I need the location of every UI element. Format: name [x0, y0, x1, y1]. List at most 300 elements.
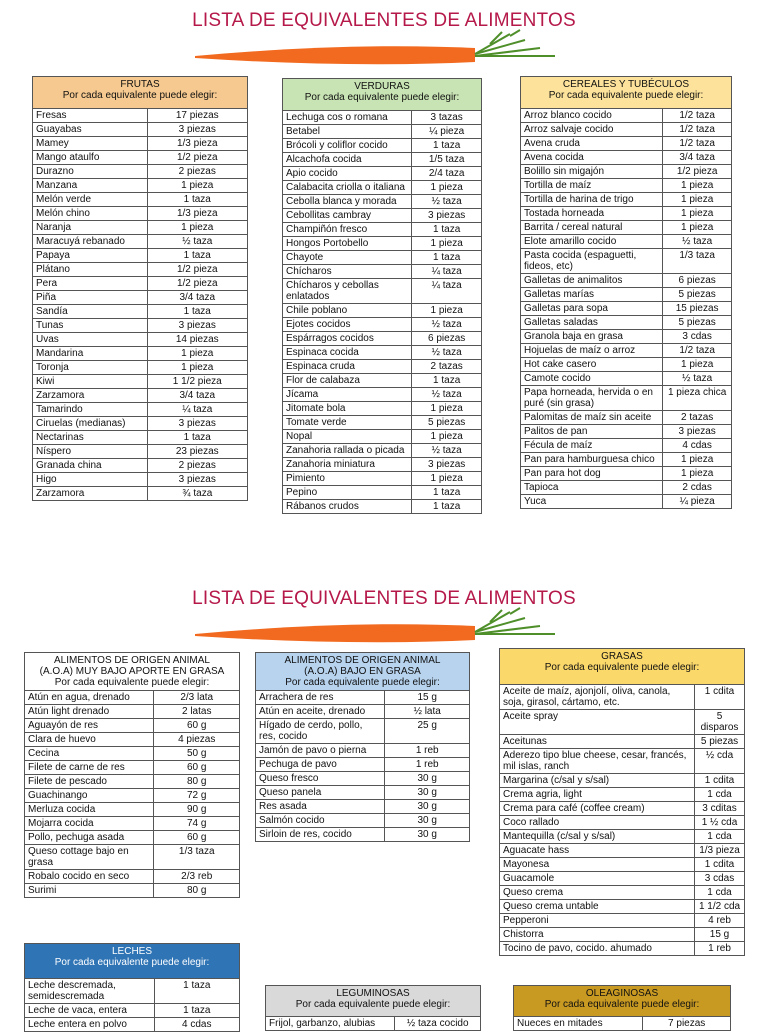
portion: 90 g [154, 803, 240, 817]
portion: 1/3 taza [154, 845, 240, 870]
table-row [283, 111, 482, 125]
table-row [283, 444, 482, 458]
food-name: Zarzamora [33, 487, 148, 501]
portion: 1 taza [147, 305, 247, 319]
table-row [500, 830, 745, 844]
portion: 1 cdita [695, 774, 745, 788]
table-row [33, 221, 248, 235]
portion: ½ lata [385, 705, 470, 719]
table-row [25, 803, 240, 817]
portion: 1/2 taza [663, 123, 732, 137]
portion: 15 g [385, 691, 470, 705]
table-row [521, 123, 732, 137]
portion: 23 piezas [147, 445, 247, 459]
food-name: Pasta cocida (espaguetti, fideos, etc) [521, 249, 663, 274]
food-name: Espinaca cocida [283, 346, 412, 360]
portion: ½ cda [695, 749, 745, 774]
table-row [25, 870, 240, 884]
food-name: Hongos Portobello [283, 237, 412, 251]
food-name: Apio cocido [283, 167, 412, 181]
portion: 1/2 taza [663, 344, 732, 358]
table-row [521, 425, 732, 439]
food-name: Chícharos [283, 265, 412, 279]
food-name: Salmón cocido [256, 814, 385, 828]
oleaginosas-title: OLEAGINOSAS [585, 988, 659, 999]
portion: 3 cdas [695, 872, 745, 886]
aoa-muy-bajo-subtitle: Por cada equivalente puede elegir: [54, 677, 210, 688]
table-row [521, 316, 732, 330]
portion: 1 pieza [663, 221, 732, 235]
food-name: Mamey [33, 137, 148, 151]
portion: ½ taza [412, 318, 482, 332]
portion: 1/3 pieza [147, 137, 247, 151]
food-name: Fresas [33, 109, 148, 123]
table-row [283, 167, 482, 181]
table-row [500, 816, 745, 830]
table-row [521, 288, 732, 302]
frutas-table [32, 76, 248, 501]
portion: 80 g [154, 775, 240, 789]
food-name: Chícharos y cebollas enlatados [283, 279, 412, 304]
table-row [283, 486, 482, 500]
table-row [283, 181, 482, 195]
aoa-bajo-title2: (A.O.A) BAJO EN GRASA [304, 666, 421, 677]
food-name: Hígado de cerdo, pollo, res, cocido [256, 719, 385, 744]
aoa-muy-bajo-table [24, 652, 240, 898]
portion: 6 piezas [663, 274, 732, 288]
table-row [521, 137, 732, 151]
food-name: Pepperoni [500, 914, 695, 928]
table-row [256, 800, 470, 814]
portion: 1 taza [154, 979, 239, 1004]
food-name: Melón verde [33, 193, 148, 207]
portion: ½ taza [412, 346, 482, 360]
table-row [283, 237, 482, 251]
table-row [521, 249, 732, 274]
table-row [521, 165, 732, 179]
portion: 1 pieza [147, 179, 247, 193]
food-name: Naranja [33, 221, 148, 235]
portion: 1/2 pieza [663, 165, 732, 179]
food-name: Guacamole [500, 872, 695, 886]
food-name: Arroz blanco cocido [521, 109, 663, 123]
portion: 3 piezas [663, 425, 732, 439]
food-name: Calabacita criolla o italiana [283, 181, 412, 195]
portion: 1 reb [385, 758, 470, 772]
portion: 2 cdas [663, 481, 732, 495]
food-name: Mayonesa [500, 858, 695, 872]
table-row [521, 193, 732, 207]
banner-bottom [0, 578, 768, 640]
portion: 15 piezas [663, 302, 732, 316]
portion: 1 pieza [663, 358, 732, 372]
table-row [25, 884, 240, 898]
table-row [500, 942, 745, 956]
frutas-title: FRUTAS [120, 79, 160, 90]
food-name: Crema agria, light [500, 788, 695, 802]
portion: ¼ pieza [412, 125, 482, 139]
portion: ¼ pieza [663, 495, 732, 509]
food-name: Tomate verde [283, 416, 412, 430]
portion: 1 pieza [663, 207, 732, 221]
table-row [25, 979, 240, 1004]
portion: 50 g [154, 747, 240, 761]
aoa-bajo-table [255, 652, 470, 842]
food-name: Surimi [25, 884, 154, 898]
banner-top [0, 0, 768, 62]
food-name: Aderezo tipo blue cheese, cesar, francés, mil islas, ranch [500, 749, 695, 774]
portion: 1 cdita [695, 685, 745, 710]
portion: 1/2 taza [663, 109, 732, 123]
table-row [283, 223, 482, 237]
portion: 3/4 taza [663, 151, 732, 165]
portion: 1 reb [385, 744, 470, 758]
table-row [283, 153, 482, 167]
carrot-illustration [190, 30, 570, 70]
grasas-title: GRASAS [601, 651, 643, 662]
portion: 5 piezas [412, 416, 482, 430]
table-row [33, 305, 248, 319]
food-name: Galletas saladas [521, 316, 663, 330]
food-name: Ejotes cocidos [283, 318, 412, 332]
table-row [283, 209, 482, 223]
food-name: Palitos de pan [521, 425, 663, 439]
table-row [33, 291, 248, 305]
food-name: Bolillo sin migajón [521, 165, 663, 179]
food-name: Pan para hot dog [521, 467, 663, 481]
portion: ¼ taza [412, 265, 482, 279]
portion: 5 piezas [663, 288, 732, 302]
food-name: Aguayón de res [25, 719, 154, 733]
portion: 1 pieza [412, 304, 482, 318]
portion: 30 g [385, 786, 470, 800]
table-row [25, 789, 240, 803]
food-name: Avena cruda [521, 137, 663, 151]
portion: 1 pieza [412, 402, 482, 416]
table-row [33, 249, 248, 263]
leches-title: LECHES [111, 946, 152, 957]
portion: 14 piezas [147, 333, 247, 347]
verduras-table [282, 78, 482, 514]
food-name: Tostada horneada [521, 207, 663, 221]
food-name: Níspero [33, 445, 148, 459]
leguminosas-title: LEGUMINOSAS [336, 988, 410, 999]
table-row [521, 453, 732, 467]
portion: ¼ taza [147, 403, 247, 417]
food-name: Mandarina [33, 347, 148, 361]
food-name: Aceitunas [500, 735, 695, 749]
food-name: Pera [33, 277, 148, 291]
portion: 1 taza [147, 431, 247, 445]
food-name: Pan para hamburguesa chico [521, 453, 663, 467]
table-row [283, 374, 482, 388]
food-name: Margarina (c/sal y s/sal) [500, 774, 695, 788]
table-row [514, 1017, 731, 1031]
portion: 2 piezas [147, 165, 247, 179]
food-name: Cebolla blanca y morada [283, 195, 412, 209]
table-row [521, 330, 732, 344]
oleaginosas-header [514, 986, 731, 1017]
table-row [33, 347, 248, 361]
portion: 1 taza [412, 500, 482, 514]
portion: 2 tazas [412, 360, 482, 374]
table-row [256, 691, 470, 705]
food-name: Espinaca cruda [283, 360, 412, 374]
food-name: Betabel [283, 125, 412, 139]
table-row [33, 375, 248, 389]
portion: 1 taza [412, 223, 482, 237]
portion: 1 pieza [147, 347, 247, 361]
food-name: Plátano [33, 263, 148, 277]
table-row [256, 705, 470, 719]
portion: 1/2 pieza [147, 151, 247, 165]
portion: 1 taza [154, 1004, 239, 1018]
table-row [521, 221, 732, 235]
food-name: Guayabas [33, 123, 148, 137]
table-row [521, 467, 732, 481]
portion: 3 piezas [147, 417, 247, 431]
table-row [521, 372, 732, 386]
portion: 1 pieza [663, 453, 732, 467]
table-row [500, 872, 745, 886]
food-name: Tortilla de harina de trigo [521, 193, 663, 207]
table-row [33, 123, 248, 137]
food-name: Chistorra [500, 928, 695, 942]
food-name: Atún light drenado [25, 705, 154, 719]
table-row [521, 207, 732, 221]
table-row [25, 775, 240, 789]
portion: ½ taza [412, 388, 482, 402]
portion: 60 g [154, 761, 240, 775]
food-name: Chayote [283, 251, 412, 265]
leches-table [24, 943, 240, 1032]
food-name: Atún en aceite, drenado [256, 705, 385, 719]
table-row [521, 274, 732, 288]
table-row [500, 858, 745, 872]
table-row [500, 844, 745, 858]
portion: 3 cdas [663, 330, 732, 344]
food-name: Mango ataulfo [33, 151, 148, 165]
portion: 17 piezas [147, 109, 247, 123]
food-name: Zarzamora [33, 389, 148, 403]
portion: 1 pieza [412, 472, 482, 486]
food-name: Clara de huevo [25, 733, 154, 747]
food-name: Arroz salvaje cocido [521, 123, 663, 137]
food-name: Merluza cocida [25, 803, 154, 817]
food-name: Sandía [33, 305, 148, 319]
portion: ½ taza [147, 235, 247, 249]
table-row [33, 179, 248, 193]
table-row [521, 358, 732, 372]
grasas-header [500, 649, 745, 685]
table-row [33, 431, 248, 445]
table-row [500, 774, 745, 788]
portion: 1 1/2 pieza [147, 375, 247, 389]
table-row [500, 928, 745, 942]
table-row [25, 845, 240, 870]
portion: 1 pieza [147, 361, 247, 375]
food-name: Queso crema untable [500, 900, 695, 914]
portion: 3 piezas [147, 319, 247, 333]
portion: 2/3 reb [154, 870, 240, 884]
portion: 3 piezas [412, 458, 482, 472]
aoa-muy-bajo-title: ALIMENTOS DE ORIGEN ANIMAL [54, 655, 210, 666]
food-name: Piña [33, 291, 148, 305]
food-name: Leche de vaca, entera [25, 1004, 155, 1018]
table-row [25, 1018, 240, 1032]
portion: 74 g [154, 817, 240, 831]
table-row [283, 195, 482, 209]
portion: 5 piezas [663, 316, 732, 330]
portion: 1 taza [412, 251, 482, 265]
table-row [256, 758, 470, 772]
food-name: Queso panela [256, 786, 385, 800]
table-row [283, 402, 482, 416]
table-row [283, 304, 482, 318]
verduras-header [283, 79, 482, 111]
portion: 1 taza [147, 249, 247, 263]
page-title: LISTA DE EQUIVALENTES DE ALIMENTOS [192, 10, 576, 31]
portion: ¼ taza [412, 279, 482, 304]
table-row [33, 263, 248, 277]
table-row [25, 761, 240, 775]
portion: 1 reb [695, 942, 745, 956]
table-row [521, 302, 732, 316]
food-name: Filete de carne de res [25, 761, 154, 775]
cereales-header [521, 77, 732, 109]
food-name: Mantequilla (c/sal y s/sal) [500, 830, 695, 844]
cereales-subtitle: Por cada equivalente puede elegir: [548, 90, 704, 101]
table-row [521, 481, 732, 495]
food-name: Zanahoria miniatura [283, 458, 412, 472]
portion: 2 tazas [663, 411, 732, 425]
food-name: Yuca [521, 495, 663, 509]
oleaginosas-table [513, 985, 731, 1031]
portion: 1 pieza [663, 193, 732, 207]
food-name: Granola baja en grasa [521, 330, 663, 344]
food-name: Nueces en mitades [514, 1017, 643, 1031]
food-name: Filete de pescado [25, 775, 154, 789]
table-row [283, 388, 482, 402]
cereales-table [520, 76, 732, 509]
table-row [256, 719, 470, 744]
table-row [283, 416, 482, 430]
oleaginosas-subtitle: Por cada equivalente puede elegir: [544, 999, 700, 1010]
food-name: Jamón de pavo o pierna [256, 744, 385, 758]
aoa-muy-bajo-title2: (A.O.A) MUY BAJO APORTE EN GRASA [39, 666, 225, 677]
portion: 1/2 pieza [147, 263, 247, 277]
aoa-bajo-title: ALIMENTOS DE ORIGEN ANIMAL [284, 655, 441, 666]
food-name: Papaya [33, 249, 148, 263]
table-row [500, 788, 745, 802]
table-row [256, 772, 470, 786]
food-name: Maracuyá rebanado [33, 235, 148, 249]
table-row [521, 495, 732, 509]
table-row [283, 458, 482, 472]
portion: 1/5 taza [412, 153, 482, 167]
table-row [33, 109, 248, 123]
table-row [500, 900, 745, 914]
food-name: Brócoli y coliflor cocido [283, 139, 412, 153]
food-name: Nectarinas [33, 431, 148, 445]
food-name: Coco rallado [500, 816, 695, 830]
food-name: Queso fresco [256, 772, 385, 786]
portion: 3 piezas [147, 473, 247, 487]
food-name: Manzana [33, 179, 148, 193]
table-row [256, 828, 470, 842]
food-name: Avena cocida [521, 151, 663, 165]
table-row [33, 417, 248, 431]
table-row [25, 817, 240, 831]
portion: 3 tazas [412, 111, 482, 125]
table-row [33, 333, 248, 347]
leches-subtitle: Por cada equivalente puede elegir: [54, 957, 210, 968]
food-name: Pechuga de pavo [256, 758, 385, 772]
food-name: Arrachera de res [256, 691, 385, 705]
portion: 1 taza [412, 486, 482, 500]
table-row [500, 710, 745, 735]
food-name: Queso crema [500, 886, 695, 900]
food-name: Tapioca [521, 481, 663, 495]
portion: ½ taza [412, 444, 482, 458]
portion: 30 g [385, 772, 470, 786]
portion: 1 pieza [412, 237, 482, 251]
table-row [283, 500, 482, 514]
table-row [33, 445, 248, 459]
table-row [33, 235, 248, 249]
table-row [283, 332, 482, 346]
table-row [500, 802, 745, 816]
food-name: Leche entera en polvo [25, 1018, 155, 1032]
table-row [33, 487, 248, 501]
portion: 1 pieza [412, 430, 482, 444]
portion: 2 latas [154, 705, 240, 719]
food-name: Papa horneada, hervida o en puré (sin grasa) [521, 386, 663, 411]
food-name: Rábanos crudos [283, 500, 412, 514]
table-row [283, 139, 482, 153]
table-row [500, 749, 745, 774]
carrot-illustration-2 [190, 608, 570, 648]
table-row [521, 235, 732, 249]
food-name: Zanahoria rallada o picada [283, 444, 412, 458]
table-row [283, 251, 482, 265]
food-name: Pepino [283, 486, 412, 500]
table-row [283, 346, 482, 360]
food-name: Guachinango [25, 789, 154, 803]
food-name: Queso cottage bajo en grasa [25, 845, 154, 870]
portion: 1 ½ cda [695, 816, 745, 830]
portion: 2 piezas [147, 459, 247, 473]
food-name: Aceite spray [500, 710, 695, 735]
food-name: Lechuga cos o romana [283, 111, 412, 125]
food-name: Tortilla de maíz [521, 179, 663, 193]
verduras-title: VERDURAS [354, 81, 410, 92]
food-name: Espárragos cocidos [283, 332, 412, 346]
cereales-title: CEREALES Y TUBÉCULOS [562, 79, 690, 90]
table-row [521, 439, 732, 453]
food-name: Jitomate bola [283, 402, 412, 416]
verduras-subtitle: Por cada equivalente puede elegir: [304, 92, 460, 103]
food-name: Kiwi [33, 375, 148, 389]
aoa-bajo-subtitle: Por cada equivalente puede elegir: [285, 677, 440, 688]
portion: 1/2 pieza [147, 277, 247, 291]
aoa-bajo-header [256, 653, 470, 691]
leguminosas-table [265, 985, 481, 1031]
portion: 1 cda [695, 830, 745, 844]
food-name: Alcachofa cocida [283, 153, 412, 167]
grasas-table [499, 648, 745, 956]
table-row [500, 886, 745, 900]
